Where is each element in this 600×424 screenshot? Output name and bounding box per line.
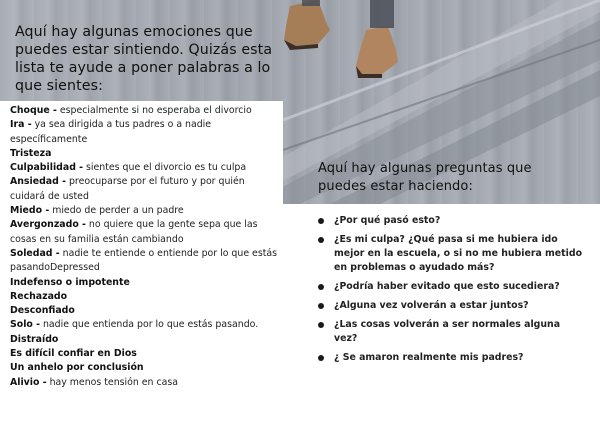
emotion-description: preocuparse por el futuro y por quién cuidará de usted	[10, 176, 245, 202]
emotion-item	[10, 376, 282, 390]
emotion-item	[10, 247, 282, 276]
question-item	[318, 214, 586, 228]
emotion-item	[10, 161, 282, 175]
emotion-term: Miedo -	[10, 205, 50, 217]
bullet-icon	[318, 355, 324, 361]
bullet-icon	[318, 284, 324, 290]
emotion-term: Indefenso o impotente	[10, 276, 130, 288]
emotion-term: Solo -	[10, 319, 41, 331]
emotion-item	[10, 104, 282, 118]
emotion-term: Culpabilidad -	[10, 162, 84, 174]
question-text: ¿Alguna vez volverán a estar juntos?	[334, 300, 529, 311]
emotion-description: miedo de perder a un padre	[49, 205, 184, 217]
emotions-heading: Aquí hay algunas emociones que puedes estar sintiendo. Quizás esta lista te ayude a poner palabras a lo que sientes:	[15, 24, 273, 94]
emotion-description: nadie te entiende o entiende por lo que estás pasandoDepressed	[10, 247, 278, 274]
question-item	[318, 318, 586, 346]
emotion-term: Choque -	[10, 105, 57, 116]
emotion-term: Ansiedad -	[10, 176, 66, 188]
emotion-term: Es difícil confiar en Dios	[10, 348, 137, 360]
question-item	[318, 299, 586, 313]
emotion-item	[10, 304, 282, 318]
emotions-list	[10, 104, 282, 390]
emotion-item	[10, 204, 282, 218]
question-item	[318, 233, 586, 275]
question-text: ¿Por qué pasó esto?	[334, 215, 441, 226]
emotion-term: Avergonzado -	[10, 219, 86, 231]
emotion-item	[10, 333, 282, 347]
questions-list	[318, 214, 586, 370]
bullet-icon	[318, 322, 324, 328]
question-text: ¿ Se amaron realmente mis padres?	[334, 352, 524, 363]
questions-heading: Aquí hay algunas preguntas que puedes estar haciendo:	[318, 161, 532, 194]
question-text: ¿Podría haber evitado que esto sucediera?	[334, 281, 560, 292]
emotion-item	[10, 290, 282, 304]
emotion-term: Un anhelo por conclusión	[10, 362, 144, 374]
question-item	[318, 280, 586, 294]
emotion-description: especialmente si no esperaba el divorcio	[56, 105, 252, 116]
bullet-icon	[318, 237, 324, 243]
emotion-term: Ira -	[10, 119, 32, 131]
emotion-description: no quiere que la gente sepa que las cosas en su familia están cambiando	[10, 219, 258, 245]
emotion-term: Desconfiado	[10, 305, 75, 317]
bullet-icon	[318, 303, 324, 309]
emotion-term: Rechazado	[10, 290, 68, 302]
emotion-term: Distraído	[10, 333, 59, 345]
emotion-description: nadie que entienda por lo que estás pasando.	[40, 319, 259, 331]
boot-left-icon	[284, 0, 330, 50]
question-text: ¿Es mi culpa? ¿Qué pasa si me hubiera ido mejor en la escuela, o si no me hubiera metido en problemas o ayudado más?	[334, 234, 583, 273]
emotion-term: Soledad -	[10, 247, 60, 259]
question-item	[318, 351, 586, 365]
emotion-item	[10, 361, 282, 375]
emotion-term: Alivio -	[10, 376, 47, 388]
emotion-description: ya sea dirigida a tus padres o a nadie específicamente	[10, 119, 212, 145]
emotion-item	[10, 318, 282, 332]
emotion-term: Tristeza	[10, 147, 52, 159]
emotion-item	[10, 218, 282, 247]
emotion-item	[10, 347, 282, 361]
question-text: ¿Las cosas volverán a ser normales alguna vez?	[334, 319, 561, 344]
emotion-description: sientes que el divorcio es tu culpa	[83, 162, 247, 174]
bullet-icon	[318, 218, 324, 224]
emotion-item	[10, 147, 282, 161]
emotion-item	[10, 175, 282, 204]
emotion-item	[10, 118, 282, 147]
emotion-description: hay menos tensión en casa	[46, 376, 178, 388]
emotion-item	[10, 276, 282, 290]
